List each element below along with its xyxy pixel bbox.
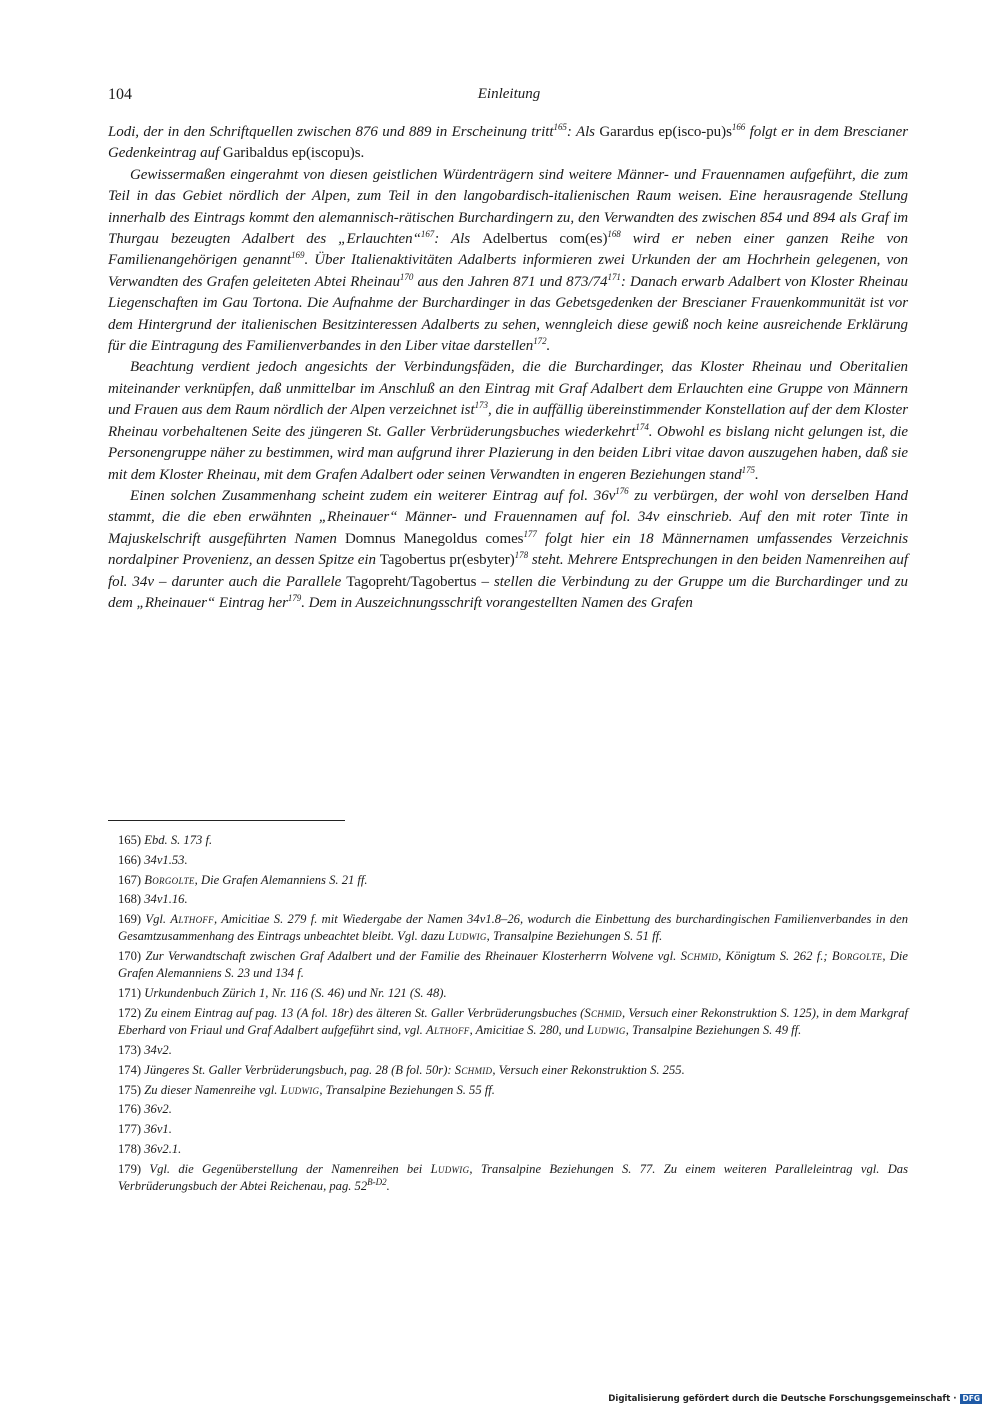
author-name: Borgolte <box>144 872 195 887</box>
source-name: Adelbertus com(es) <box>482 231 608 248</box>
footnote-text: , Die Grafen Alemanniens S. 21 ff. <box>194 872 368 887</box>
footnote <box>108 1161 908 1195</box>
footnote-text: , Transalpine Beziehungen S. 77. Zu einem weiteren Paralleleintrag vgl. Das Verbrüderungsbuch der Abtei Reichenau, pag. 52 <box>118 1161 908 1193</box>
footnote-number: 165) <box>118 833 142 847</box>
text-run: Lodi, der in den Schriftquellen zwischen 876 und 889 in Erscheinung tritt <box>108 124 554 140</box>
footnote-number: 168) <box>118 892 142 907</box>
text-run: Beachtung verdient jedoch angesichts der Verbindungsfäden, die die Burchardinger, das Kloster Rheinau und Oberitalien miteinander verknüpfen, daß unmittelbar im Anschluß an den Eintrag mit Graf Adalbert dem Erlauchten eine Gruppe von Männern und Frauen aus dem Raum nördlich der Alpen verzeichnet ist <box>108 359 908 419</box>
footnote-ref: 168 <box>607 229 621 240</box>
author-name: Borgolte <box>831 949 883 964</box>
author-name: Ludwig <box>447 929 487 944</box>
footnote-text: Vgl. <box>145 912 171 927</box>
footnote-ref: 179 <box>287 592 302 603</box>
footnote-number: 173) <box>118 1042 142 1057</box>
footnote <box>108 1121 908 1138</box>
author-name: Ludwig <box>430 1161 470 1176</box>
text-run: zu verbürgen, der wohl von derselben Hand stammt, die die eben erwähnten „Rheinauer“ Männer- und Frauennamen auf fol. 34v einschrieb. Auf den mit roter Tinte in Majuskelschrift ausgeführten Namen <box>108 487 908 547</box>
text-run: aus den Jahren 871 und 873/74 <box>413 273 608 290</box>
footnote-number: 170) <box>118 949 142 964</box>
footnote-ref: 176 <box>615 485 629 496</box>
footnote <box>108 1101 908 1118</box>
footnote-ref: 173 <box>474 400 488 411</box>
footnote-text: 34v1.53. <box>144 852 188 867</box>
footnote <box>108 985 908 1002</box>
text-run: Gewissermaßen eingerahmt von diesen geistlichen Würdenträgern sind weitere Männer- und Frauennamen aufgeführt, die zum Teil in das Gebiet nördlich der Alpen, zum Teil in den langobardisch-italienischen Raum weisen. Eine herausragende Stellung innerhalb des Eintrags kommt den alemannisch-rätischen Burchardingern zu, den Verwandten des zwischen 854 und 894 als Graf im Thurgau bezeugten Adalbert des „Erlauchten“ <box>108 166 908 248</box>
footnote-number: 174) <box>118 1062 142 1077</box>
footnote-text: Zur Verwandtschaft zwischen Graf Adalbert und der Familie des Rheinauer Klosterherrn Wolvene vgl. <box>145 949 681 964</box>
footnote-ref: 175 <box>741 464 756 475</box>
footnote-text: 34v2. <box>144 1042 172 1057</box>
footnote <box>108 1082 908 1099</box>
footnote-ref: 170 <box>399 271 414 282</box>
text-run: : Als <box>434 231 483 248</box>
author-name: Schmid <box>454 1062 493 1077</box>
footnote-ref: 171 <box>607 271 621 282</box>
source-name: Tagobertus pr(esbyter) <box>379 552 515 569</box>
text-run: folgt hier ein 18 Männernamen umfassendes Verzeichnis nordalpiner Provenienz, an dessen Spitze ein <box>108 530 909 569</box>
footnote-text: 34v1.16. <box>144 892 188 907</box>
footnote-text: , Transalpine Beziehungen S. 55 ff. <box>319 1082 495 1097</box>
footnote <box>108 1062 908 1079</box>
text-run: wird er neben einer ganzen Reihe von Familienangehörigen genannt <box>108 231 908 269</box>
superscript: B-D2 <box>367 1176 387 1187</box>
footnote-text: Urkundenbuch Zürich 1, Nr. 116 (S. 46) und Nr. 121 (S. 48). <box>144 986 447 1001</box>
footnote-ref: 166 <box>731 122 746 132</box>
footnote-number: 167) <box>118 872 142 887</box>
footnote <box>108 852 908 869</box>
footnote-ref: 177 <box>523 528 537 539</box>
text-run: . Über Italienaktivitäten Adalberts informieren zwei Urkunden der am Hochrhein gelegenen, von Verwandten des Grafen geleiteten Abtei Rheinau <box>108 252 908 290</box>
source-name: Domnus Manegoldus comes <box>344 530 524 547</box>
footnote-number: 169) <box>118 912 142 927</box>
footnote-number: 177) <box>118 1122 142 1137</box>
author-name: Schmid <box>680 949 719 964</box>
footnote-text: , Versuch einer Rekonstruktion S. 125), in dem Markgraf Eberhard von Friaul und Graf Adalbert aufgeführt sind, vgl. <box>118 1005 908 1038</box>
footnote-text: Ebd. S. 173 f. <box>144 833 213 847</box>
footnote-ref: 172 <box>533 336 547 347</box>
footer-text: Digitalisierung gefördert durch die Deutsche Forschungsgemeinschaft · <box>608 1394 957 1404</box>
footnote <box>108 872 908 889</box>
footnote <box>108 911 908 945</box>
footnote-text: 36v1. <box>144 1122 172 1137</box>
text-run: . Obwohl es bislang nicht gelungen ist, die Personengruppe näher zu bestimmen, wird man aufgrund ihrer Plazierung in den beiden Libri vitae davon auszugehen haben, daß sie mit dem Kloster Rheinau, mit dem Grafen Adalbert oder seinen Verwandten in engeren Beziehungen stand <box>108 423 908 483</box>
footnote-text: . <box>386 1178 390 1193</box>
text-run: – stellen die Verbindung zu der Gruppe um die Burchardinger und zu dem „Rheinauer“ Eintrag her <box>108 573 908 611</box>
footnote-number: 172) <box>118 1005 142 1020</box>
dfg-logo: DFG <box>962 1394 980 1403</box>
footnote <box>108 1042 908 1059</box>
footnotes <box>108 832 908 1198</box>
text-run: : Danach erwarb Adalbert von Kloster Rheinau Liegenschaften im Gau Tortona. Die Aufnahme der Burchardinger in das Gebetsgedenken der Brescianer Frauenkommunität ist vor dem Hintergrund der italienischen Besitzinteressen Adalberts zu sehen, wenngleich diese gewiß noch keine ausreichende Erklärung für die Eintragung des Familienverbandes in den Liber vitae darstellen <box>108 273 908 355</box>
author-name: Althoff <box>170 912 214 927</box>
footnote-text: 36v2. <box>144 1102 172 1117</box>
footnote-number: 178) <box>118 1141 142 1156</box>
footnote <box>108 1005 908 1039</box>
main-text <box>108 122 908 614</box>
footnote-text: , Die Grafen Alemanniens S. 23 und 134 f. <box>118 949 909 981</box>
page-number: 104 <box>108 86 132 103</box>
text-run: Einen solchen Zusammenhang scheint zudem ein weiterer Eintrag auf fol. 36v <box>130 487 616 504</box>
author-name: Schmid <box>584 1005 622 1020</box>
page-header <box>108 86 910 110</box>
author-name: Althoff <box>425 1023 470 1038</box>
footnote-text: Zu dieser Namenreihe vgl. <box>144 1082 281 1097</box>
digitization-footer <box>608 1394 982 1404</box>
footnote-number: 176) <box>118 1102 142 1117</box>
paragraph <box>108 486 908 614</box>
paragraph <box>108 165 908 358</box>
author-name: Ludwig <box>586 1023 626 1038</box>
text-run: : Als <box>566 124 600 140</box>
source-name: Garardus ep(isco-pu)s <box>599 124 732 140</box>
footnote-text: , Amicitiae S. 280, und <box>469 1023 587 1038</box>
footnote-text: Vgl. die Gegenüberstellung der Namenreihen bei <box>149 1161 431 1176</box>
text-run: folgt er in dem Brescianer Gedenkeintrag auf <box>108 124 908 162</box>
author-name: Ludwig <box>280 1082 320 1097</box>
text-run: , die in auffällig übereinstimmender Konstellation auf der dem Kloster Rheinau vorbehaltenen Seite des jüngeren St. Galler Verbrüderungsbuches wiederkehrt <box>108 402 908 440</box>
footnote-ref: 174 <box>635 421 649 432</box>
footnote-text: , Amicitiae S. 279 f. mit Wiedergabe der Namen 34v1.8–26, wodurch die Einbettung des burchardingischen Familienverbandes in den Gesamtzusammenhang des Eintrags unbeachtet bleibt. Vgl. dazu <box>118 912 908 944</box>
footnote-ref: 167 <box>420 229 435 240</box>
footnote-text: Zu einem Eintrag auf pag. 13 (A fol. 18r) des älteren St. Galler Verbrüderungsbuches ( <box>144 1005 585 1020</box>
footnote-text: , Transalpine Beziehungen S. 49 ff. <box>625 1023 802 1038</box>
footnote <box>108 891 908 908</box>
footnote-text: , Königtum S. 262 f.; <box>718 949 832 964</box>
source-name: Tagopreht/Tagobertus <box>346 573 477 590</box>
paragraph <box>108 122 908 165</box>
paragraph <box>108 357 908 485</box>
footnote-text: 36v2.1. <box>144 1141 182 1156</box>
text-run: . Dem in Auszeichnungsschrift vorangestellten Namen des Grafen <box>301 594 693 611</box>
footnote-number: 175) <box>118 1082 142 1097</box>
source-name: Garibaldus ep(iscopu)s. <box>222 145 365 162</box>
text-run: . <box>546 338 551 355</box>
running-head: Einleitung <box>477 86 541 102</box>
footnote-number: 179) <box>118 1161 142 1176</box>
footnote-text: Jüngeres St. Galler Verbrüderungsbuch, pag. 28 (B fol. 50r): <box>144 1062 455 1077</box>
footnote-ref: 165 <box>553 122 567 132</box>
footnote-number: 166) <box>118 852 142 867</box>
footnote-number: 171) <box>118 986 142 1001</box>
footnote <box>108 948 908 982</box>
footnote-separator <box>108 820 345 821</box>
footnote-ref: 169 <box>291 250 305 261</box>
footnote-text: , Versuch einer Rekonstruktion S. 255. <box>492 1062 685 1077</box>
footnote <box>108 832 908 849</box>
footnote-text: , Transalpine Beziehungen S. 51 ff. <box>486 929 663 944</box>
footnote-ref: 178 <box>514 550 529 561</box>
text-run: steht. Mehrere Entsprechungen in den beiden Namenreihen auf fol. 34v – darunter auch die Parallele <box>108 552 908 590</box>
text-run: . <box>755 466 759 483</box>
footnote <box>108 1141 908 1158</box>
